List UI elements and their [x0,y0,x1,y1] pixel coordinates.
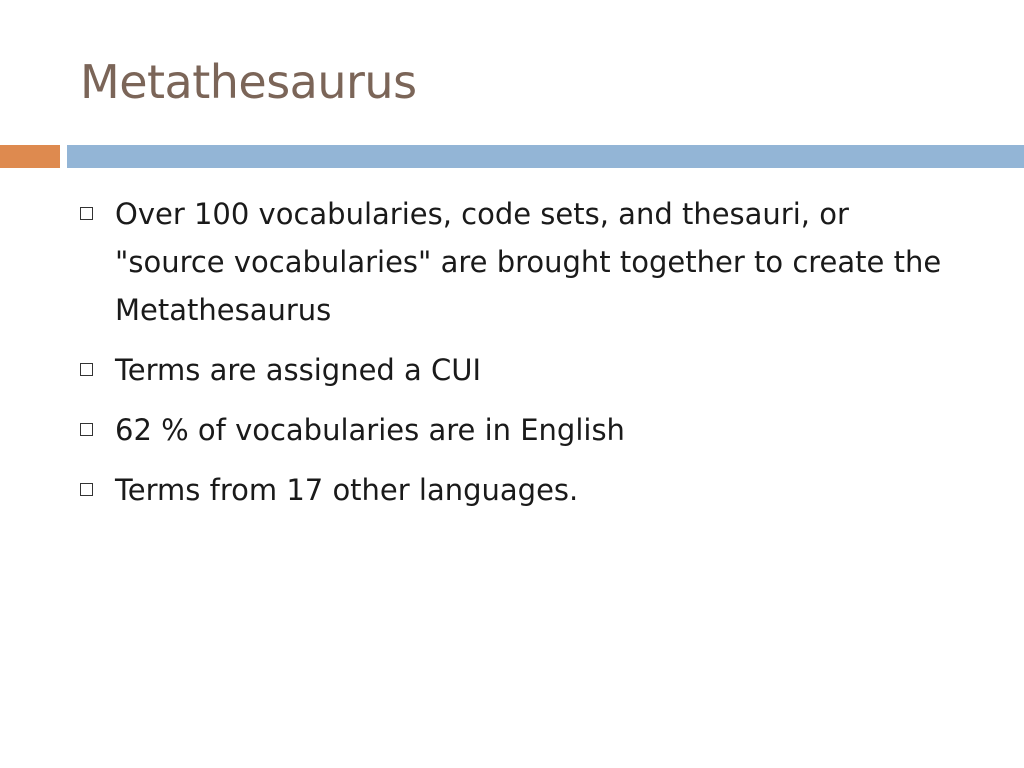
slide-title: Metathesaurus [80,55,417,109]
bullet-item [80,466,960,514]
hollow-square-icon [80,483,93,496]
bullet-text: Terms are assigned a CUI [115,353,482,387]
bullet-text: Terms from 17 other languages. [115,473,579,507]
accent-bar-blue [67,145,1024,168]
hollow-square-icon [80,363,93,376]
bullet-text: Over 100 vocabularies, code sets, and thesauri, or "source vocabularies" are brought together to create the Metathesaurus [115,197,942,327]
bullet-list [80,190,960,526]
bullet-text: 62 % of vocabularies are in English [115,413,625,447]
accent-bar-orange [0,145,60,168]
hollow-square-icon [80,423,93,436]
hollow-square-icon [80,207,93,220]
bullet-item [80,406,960,454]
bullet-item [80,190,960,334]
bullet-item [80,346,960,394]
